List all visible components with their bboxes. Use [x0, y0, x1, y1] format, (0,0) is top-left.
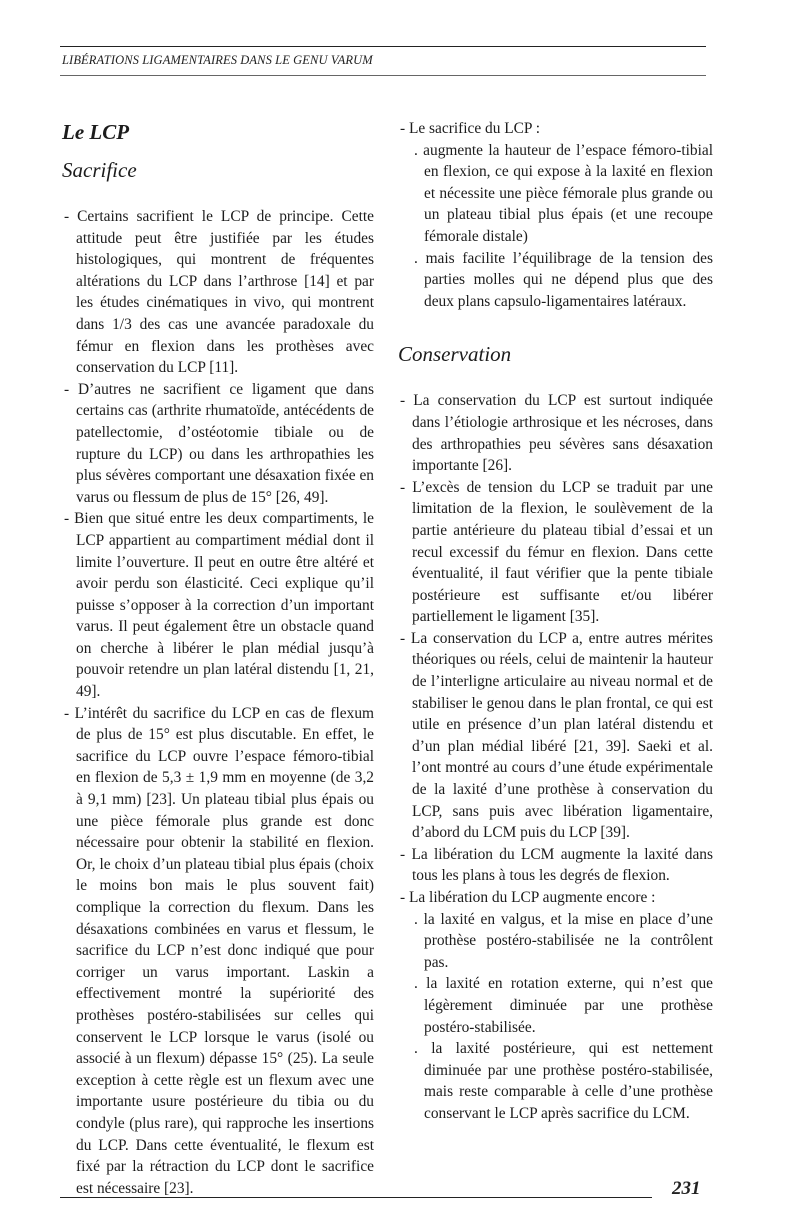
footer-rule: [60, 1197, 652, 1198]
subheading-sacrifice: Sacrifice: [62, 158, 137, 182]
sacrifice-intro: - Le sacrifice du LCP :: [400, 120, 541, 137]
right-column: [398, 118, 713, 1125]
header-rule-top: [60, 46, 706, 47]
paragraph-conservation-1: - La conservation du LCP est surtout indiquée dans l’étiologie arthrosique et les nécroses, dans des arthropathies peu sévères sans désaxation importante [26].: [400, 392, 713, 475]
release-point-2: . la laxité en rotation externe, qui n’est que légèrement diminuée par une prothèse postéro-stabilisée.: [414, 975, 713, 1036]
paragraph-sacrifice-4: - L’intérêt du sacrifice du LCP en cas de flexum de plus de 15° est plus discutable. En effet, le sacrifice du LCP ouvre l’espace fémoro-tibial en flexion de 5,3 ± 1,9 mm en moyenne (de 3,2 à 9,1 mm) [23]. Un plateau tibial plus épais ou une pièce fémorale plus grande est donc nécessaire pour obtenir la stabilité en flexion. Or, le choix d’un plateau tibial plus épais (choix le moins bon mais le plus souvent fait) complique la correction du flexum. Dans les désaxations combinées en varus et flessum, le sacrifice du LCP n’est donc indiqué que pour corriger un varus important. Laskin a effectivement montré la supériorité des prothèses postéro-stabilisées sur celles qui conservent le LCP lorsque le varus (isolé ou associé à un flexum) dépasse 15° (25). La seule exception à cette règle est un flexum avec une importante usure postérieure du tibia ou du condyle (plus rare), qui rapproche les insertions du LCP. Dans cette éventualité, le flexum est fixé par la rétraction du LCP dont le sacrifice est nécessaire [23].: [64, 704, 374, 1197]
release-point-3: . la laxité postérieure, qui est nettement diminuée par une prothèse postéro-stabilisée, mais reste comparable à celle d’une prothèse conservant le LCP après sacrifice du LCM.: [414, 1040, 713, 1122]
left-column: [62, 118, 374, 1199]
subheading-conservation: Conservation: [398, 342, 512, 367]
paragraph-sacrifice-2: - D’autres ne sacrifient ce ligament que dans certains cas (arthrite rhumatoïde, antécédents de patellectomie, d’ostéotomie tibiale ou de rupture du LCP) ou dans les arthropathies les plus sévères comportant une désaxation fixée en varus ou flessum de plus de 15° [26, 49].: [64, 380, 374, 506]
release-point-1: . la laxité en valgus, et la mise en place d’une prothèse postéro-stabilisée ne la contrôlent pas.: [414, 910, 713, 971]
page-number: 231: [672, 1178, 701, 1199]
section-heading-lcp: Le LCP: [62, 120, 130, 144]
paragraph-sacrifice-1: - Certains sacrifient le LCP de principe. Cette attitude peut être justifiée par les études histologiques, qui montrent de fréquentes altérations du LCP dans l’arthrose [14] et par les études cinématiques in vivo, qui montrent dans 1/3 des cas une avancée paradoxale du fémur en flexion dans les prothèses avec conservation du LCP [11].: [64, 208, 374, 377]
paragraph-conservation-2: - L’excès de tension du LCP se traduit par une limitation de la flexion, le soulèvement de la partie antérieure du plateau tibial d’essai et un recul excessif du fémur en flexion. Dans cette éventualité, il faut vérifier que la pente tibiale postérieure est suffisante et/ou libérer partiellement le ligament [35].: [400, 478, 713, 626]
sacrifice-point-1: . augmente la hauteur de l’espace fémoro-tibial en flexion, ce qui expose à la laxité en flexion et nécessite une pièce fémorale plus grande ou un plateau tibial plus épais (et une recoupe fémorale distale): [414, 141, 713, 245]
paragraph-conservation-4: - La libération du LCM augmente la laxité dans tous les plans à tous les degrés de flexion.: [400, 845, 713, 885]
running-header: LIBÉRATIONS LIGAMENTAIRES DANS LE GENU VARUM: [62, 53, 373, 67]
paragraph-conservation-3: - La conservation du LCP a, entre autres mérites théoriques ou réels, celui de maintenir la hauteur de l’interligne articulaire au niveau normal et de stabiliser le genou dans le plan frontal, ce qui est utile en présence d’un plan latéral distendu et d’un plan médial libéré [21, 39]. Saeki et al. l’ont montré au cours d’une étude expérimentale de la laxité d’une prothèse à conservation du LCP, sans puis avec libération ligamentaire, d’abord du LCM puis du LCP [39].: [400, 629, 713, 842]
header-rule-bottom: [60, 75, 706, 76]
release-intro: - La libération du LCP augmente encore :: [400, 889, 656, 906]
sacrifice-point-2: . mais facilite l’équilibrage de la tension des parties molles qui ne dépend plus que des deux plans capsulo-ligamentaires latéraux.: [414, 249, 713, 310]
paragraph-sacrifice-3: - Bien que situé entre les deux compartiments, le LCP appartient au compartiment médial dont il limite l’ouverture. Il peut en outre être altéré et avoir perdu son élasticité. Ceci explique qu’il puisse s’opposer à la correction d’un important varus. Il peut également être un obstacle quand on cherche à libérer le plan médial jusqu’à pouvoir retendre un plan latéral distendu [1, 21, 49].: [64, 510, 374, 701]
